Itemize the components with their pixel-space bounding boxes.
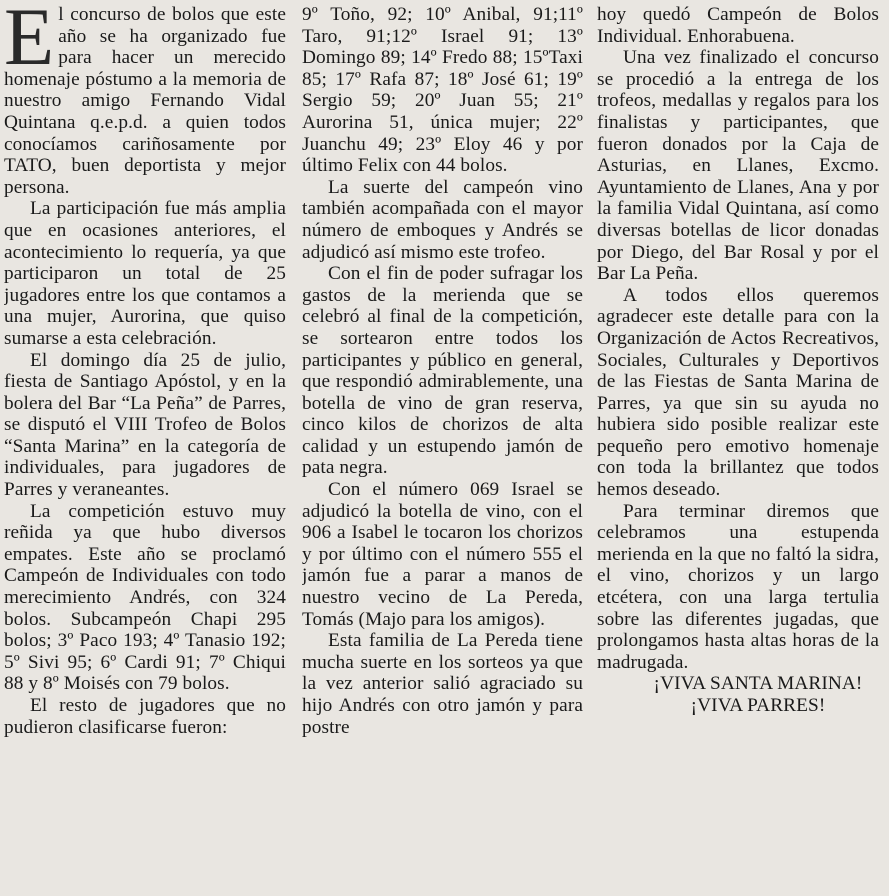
cheer-parres: ¡VIVA PARRES!: [690, 695, 826, 716]
drop-cap: E: [4, 0, 55, 82]
paragraph-closing: Para terminar diremos que celebramos una estupenda merienda en la que no faltó la sidra, el vino, chorizos y un largo etcétera, con una larga tertulia sobre las diferentes jugadas, que prolongamos hasta altas horas de la madrugada.: [597, 500, 879, 673]
column-2: [302, 0, 583, 896]
paragraph-raffle: Con el fin de poder sufragar los gastos de la merienda que se celebró al final de la competición, se sortearon entre todos los participantes y público en general, que respondió admirablemente, una botella de vino de gran reserva, cinco kilos de chorizos de alta calidad y un estupendo jamón de pata negra.: [302, 263, 583, 479]
paragraph-family-cont: hoy quedó Campeón de Bolos Individual. Enhorabuena.: [597, 4, 879, 47]
paragraph-competition: La competición estuvo muy reñida ya que hubo diversos empates. Este año se proclamó Campeón de Individuales con todo merecimiento Andrés, con 324 bolos. Subcampeón Chapi 295 bolos; 3º Paco 193; 4º Tanasio 192; 5º Sivi 95; 6º Cardi 91; 7º Chiqui 88 y 8º Moisés con 79 bolos.: [4, 500, 286, 695]
paragraph-rest-players-cont: 9º Toño, 92; 10º Anibal, 91;11º Taro, 91;12º Israel 91; 13º Domingo 89; 14º Fredo 88; 15ºTaxi 85; 17º Rafa 87; 18º José 61; 19º Sergio 59; 20º Juan 55; 21º Aurorina 51, única mujer; 22º Juanchu 49; 23º Eloy 46 y por último Felix con 44 bolos.: [302, 4, 583, 177]
paragraph-trophies: Una vez finalizado el concurso se procedió a la entrega de los trofeos, medallas y regalos para los finalistas y participantes, que fueron donados por la Caja de Asturias, en Llanes, Excmo. Ayuntamiento de Llanes, Ana y por la familia Vidal Quintana, así como diversas botellas de licor donadas por Diego, del Bar Rosal y por el Bar La Peña.: [597, 47, 879, 285]
paragraph-intro-text: l concurso de bolos que este año se ha organizado fue para hacer un merecido homenaje póstumo a la memoria de nuestro amigo Fernando Vidal Quintana q.e.p.d. a quien todos conocíamos cariñosamente por TATO, buen deportista y mejor persona.: [4, 4, 286, 198]
paragraph-event: El domingo día 25 de julio, fiesta de Santiago Apóstol, y en la bolera del Bar “La Peña” de Parres, se disputó el VIII Trofeo de Bolos “Santa Marina” en la categoría de individuales, para jugadores de Parres y veraneantes.: [4, 349, 286, 501]
paragraph-rest-players-start: El resto de jugadores que no pudieron clasificarse fueron:: [4, 695, 286, 738]
paragraph-intro: [4, 0, 286, 198]
cheer-santa-marina: ¡VIVA SANTA MARINA!: [653, 673, 863, 695]
paragraph-thanks: A todos ellos queremos agradecer este detalle para con la Organización de Actos Recreativos, Sociales, Culturales y Deportivos de las Fiestas de Santa Marina de Parres, ya que sin su ayuda no hubiera sido posible realizar este pequeño pero emotivo homenaje con toda la brillantez que todos hemos deseado.: [597, 284, 879, 501]
column-3: [597, 0, 879, 896]
column-1: [4, 0, 286, 896]
paragraph-participation: La participación fue más amplia que en ocasiones anteriores, el acontecimiento lo requería, ya que participaron un total de 25 jugadores entre los que contamos a una mujer, Aurorina, que quiso sumarse a esta celebración.: [4, 198, 286, 349]
paragraph-champion-luck: La suerte del campeón vino también acompañada con el mayor número de emboques y Andrés se adjudicó así mismo este trofeo.: [302, 176, 583, 263]
paragraph-family-start: Esta familia de La Pereda tiene mucha suerte en los sorteos ya que la vez anterior salió agraciado su hijo Andrés con otro jamón y para postre: [302, 630, 583, 738]
paragraph-raffle-winners: Con el número 069 Israel se adjudicó la botella de vino, con el 906 a Isabel le tocaron los chorizos y por último con el número 555 el jamón fue a parar a manos de nuestro vecino de La Pereda, Tomás (Majo para los amigos).: [302, 479, 583, 630]
